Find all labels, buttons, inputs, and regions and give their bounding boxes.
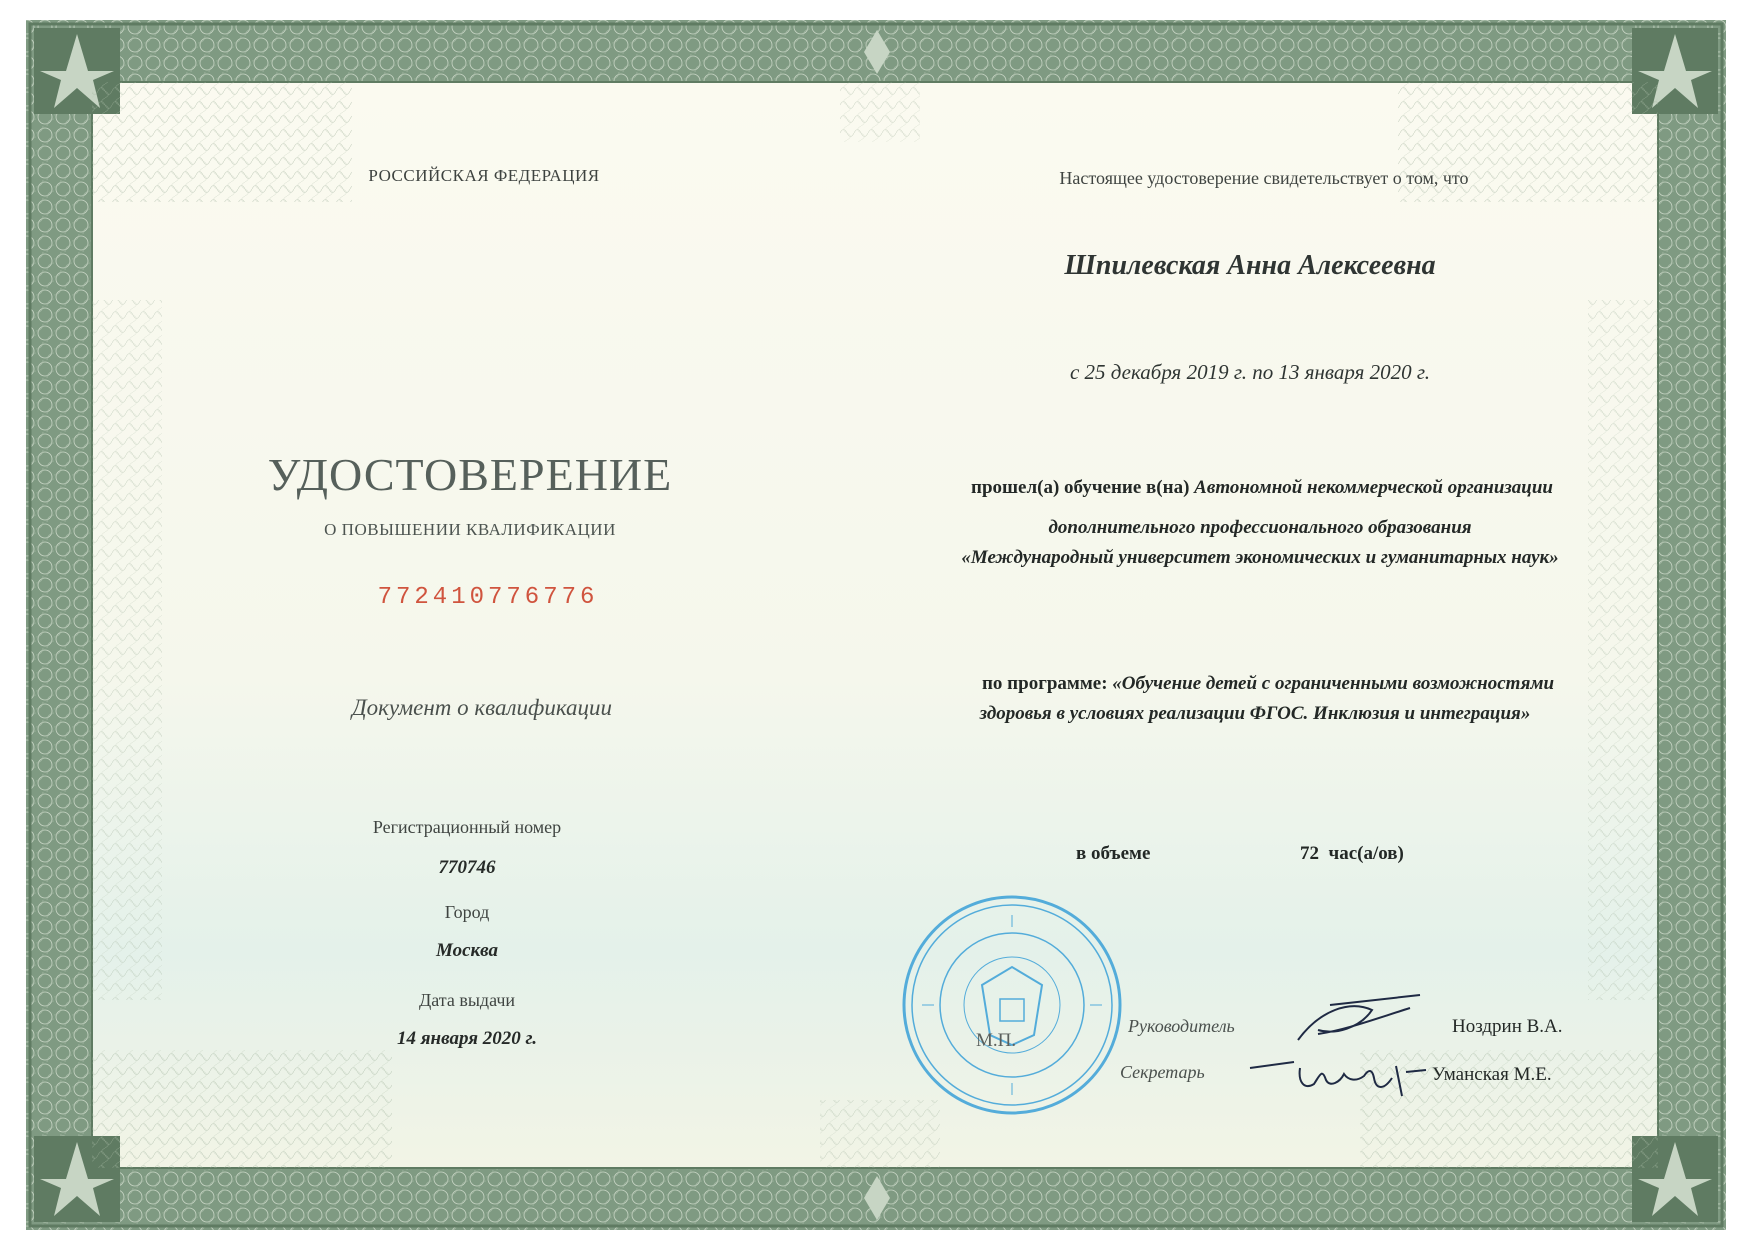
document-title: УДОСТОВЕРЕНИЕ — [267, 449, 673, 500]
stamp-place-label: М.П. — [976, 1030, 1017, 1051]
volume-hours: 72 — [1300, 843, 1319, 864]
serial-number: 772410776776 — [377, 584, 599, 611]
volume-value-line — [1300, 843, 1404, 865]
secretary-name: Уманская М.Е. — [1432, 1064, 1552, 1085]
intro-text: Настоящее удостоверение свидетельствует о том, что — [1059, 168, 1469, 188]
program-line-2: здоровья в условиях реализации ФГОС. Инклюзия и интеграция» — [979, 703, 1531, 724]
issue-date-label: Дата выдачи — [418, 990, 516, 1010]
head-role-label: Руководитель — [1128, 1016, 1235, 1036]
organization-prefix: прошел(а) обучение в(на) — [970, 477, 1190, 498]
holder-full-name: Шпилевская Анна Алексеевна — [1064, 250, 1436, 281]
reg-number-value: 770746 — [438, 857, 496, 878]
program-prefix: по программе: — [981, 673, 1108, 694]
city-value: Москва — [435, 940, 499, 961]
reg-number-label: Регистрационный номер — [372, 817, 562, 837]
training-period: с 25 декабря 2019 г. по 13 января 2020 г. — [1069, 360, 1431, 384]
program-line-1 — [982, 673, 1554, 695]
program-name-1: «Обучение детей с ограниченными возможностями — [1112, 673, 1555, 694]
organization-line-2: дополнительного профессионального образования — [1048, 517, 1472, 538]
document-type: Документ о квалификации — [351, 695, 613, 720]
secretary-role-label: Секретарь — [1120, 1062, 1205, 1082]
organization-line-3: «Международный университет экономических и гуманитарных наук» — [961, 547, 1559, 568]
volume-label: в объеме — [1076, 843, 1151, 864]
issue-date-value: 14 января 2020 г. — [397, 1028, 537, 1049]
organization-name-1: Автономной некоммерческой организации — [1194, 477, 1554, 498]
city-label: Город — [444, 902, 490, 922]
document-subtitle: О ПОВЫШЕНИИ КВАЛИФИКАЦИИ — [324, 520, 616, 539]
head-name: Ноздрин В.А. — [1452, 1016, 1563, 1037]
country-label: РОССИЙСКАЯ ФЕДЕРАЦИЯ — [368, 166, 600, 185]
organization-line-1 — [971, 477, 1553, 499]
volume-unit: час(а/ов) — [1328, 843, 1404, 864]
